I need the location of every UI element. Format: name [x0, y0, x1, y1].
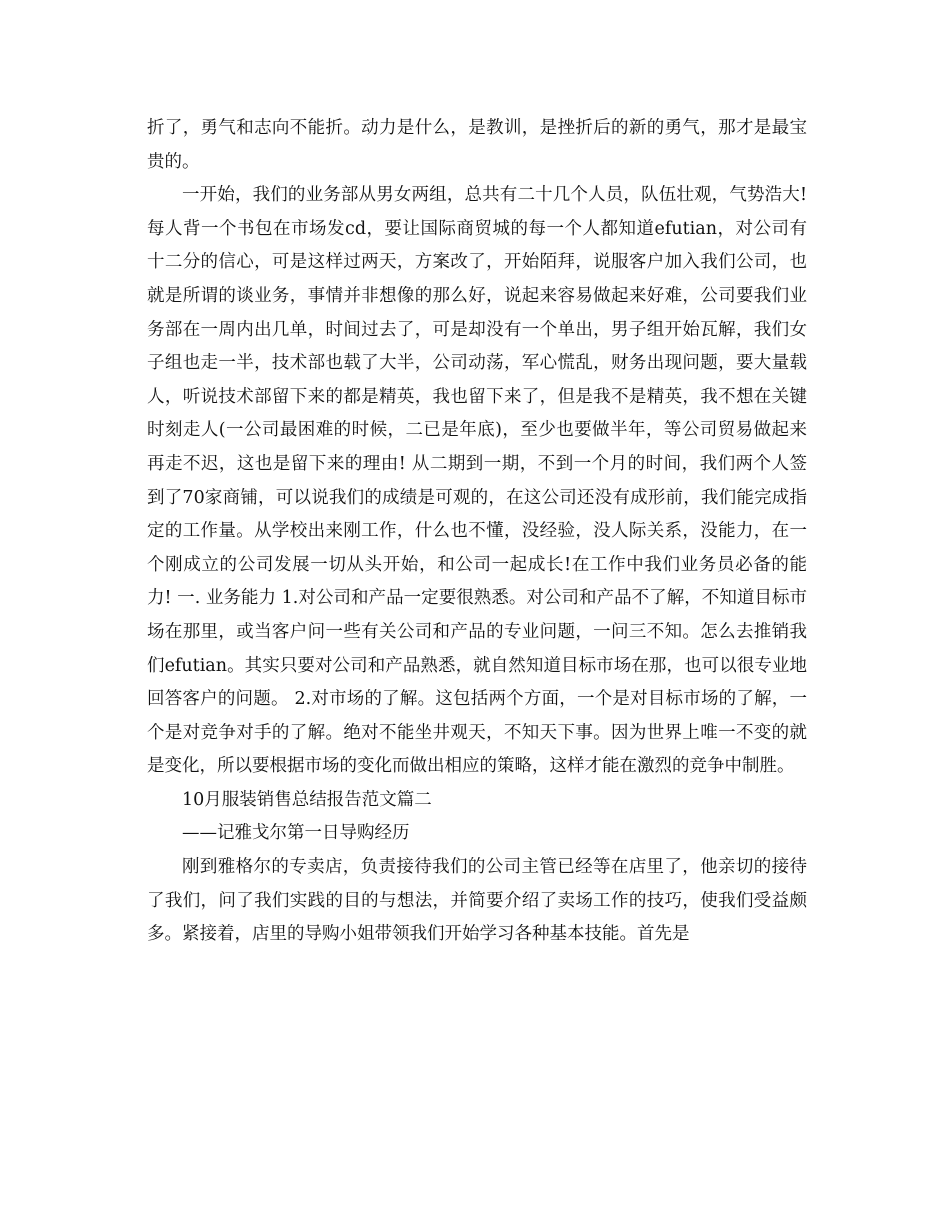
- paragraph-3: 刚到雅格尔的专卖店，负责接待我们的公司主管已经等在店里了，他亲切的接待了我们，问了我们实践的目的与想法，并简要介绍了卖场工作的技巧，使我们受益颇多。紧接着，店里的导购小姐带领我们开始学习各种基本技能。首先是: [147, 857, 807, 945]
- section-subtitle: ——记雅戈尔第一日导购经历: [182, 823, 410, 844]
- document-body: [147, 112, 807, 952]
- paragraph-1: 折了，勇气和志向不能折。动力是什么，是教训，是挫折后的新的勇气，那才是最宝贵的。: [147, 118, 807, 172]
- paragraph-2: 一开始，我们的业务部从男女两组，总共有二十几个人员，队伍壮观，气势浩大!每人背一个书包在市场发cd，要让国际商贸城的每一个人都知道efutian，对公司有十二分的信心，可是这样过两天，方案改了，开始陌拜，说服客户加入我们公司，也就是所谓的谈业务，事情并非想像的那么好，说起来容易做起来好难，公司要我们业务部在一周内出几单，时间过去了，可是却没有一个单出，男子组开始瓦解，我们女子组也走一半，技术部也载了大半，公司动荡，军心慌乱，财务出现问题，要大量载人，听说技术部留下来的都是精英，我也留下来了，但是我不是精英，我不想在关键时刻走人(一公司最困难的时候，二已是年底)，至少也要做半年，等公司贸易做起来再走不迟，这也是留下来的理由! 从二期到一期，不到一个月的时间，我们两个人签到了70家商铺，可以说我们的成绩是可观的，在这公司还没有成形前，我们能完成指定的工作量。从学校出来刚工作，什么也不懂，没经验，没人际关系，没能力，在一个刚成立的公司发展一切从头开始，和公司一起成长!在工作中我们业务员必备的能力! 一. 业务能力 1.对公司和产品一定要很熟悉。对公司和产品不了解，不知道目标市场在那里，或当客户问一些有关公司和产品的专业问题，一问三不知。怎么去推销我们efutian。其实只要对公司和产品熟悉，就自然知道目标市场在那，也可以很专业地回答客户的问题。 2.对市场的了解。这包括两个方面，一个是对目标市场的了解，一个是对竞争对手的了解。绝对不能坐井观天，不知天下事。因为世界上唯一不变的就是变化，所以要根据市场的变化而做出相应的策略，这样才能在激烈的竞争中制胜。: [147, 185, 807, 777]
- section-heading: 10月服装销售总结报告范文篇二: [182, 789, 432, 810]
